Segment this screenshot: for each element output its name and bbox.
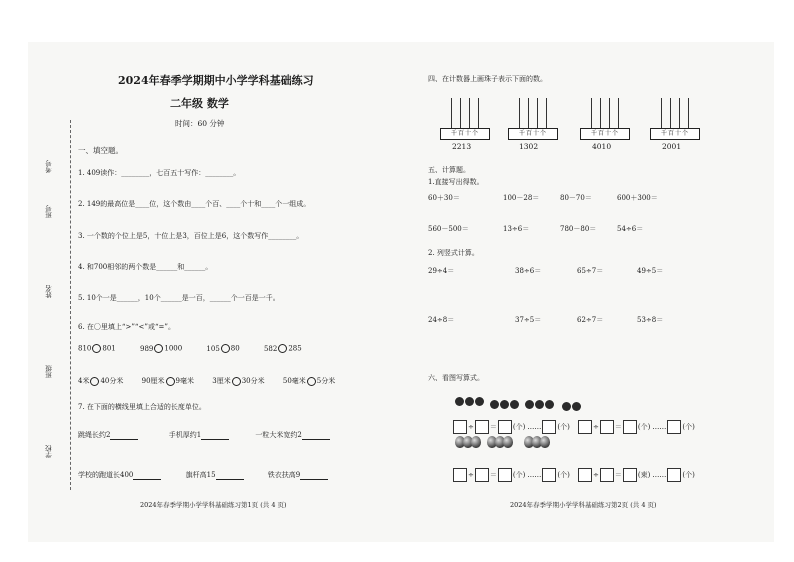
- compare-right: 30分米: [241, 377, 265, 385]
- vertical-calc-item: 62÷7＝: [577, 316, 604, 324]
- compare-left: 50毫米: [282, 377, 306, 385]
- compare-left: 582: [263, 344, 278, 353]
- calc-subheading-1: 1.直接写出得数。: [428, 178, 484, 186]
- abacus-2[interactable]: [508, 98, 558, 148]
- compare-right: 285: [288, 344, 302, 353]
- question-6: 6. 在〇里填上“>”“<”或“=”。: [78, 323, 175, 331]
- answer-box[interactable]: [623, 420, 637, 434]
- question-3: 3. 一个数的个位上是5，十位上是3，百位上是6，这个数写作________。: [78, 232, 304, 240]
- equation-row-apples-2: ÷ ＝ (个) …… (个): [578, 416, 696, 435]
- compare-left: 989: [139, 344, 154, 353]
- answer-box[interactable]: [578, 420, 592, 434]
- abacus-number: 1302: [519, 142, 539, 151]
- abacus-number: 2001: [662, 142, 682, 151]
- answer-blank[interactable]: [300, 471, 328, 480]
- compare-right: 1000: [164, 344, 183, 353]
- unit-row-1: [78, 430, 330, 440]
- abacus-number: 2213: [452, 142, 472, 151]
- vertical-calc-item: 49÷5＝: [637, 267, 664, 275]
- answer-blank[interactable]: [201, 431, 229, 440]
- answer-blank[interactable]: [133, 471, 161, 480]
- compare-left: 3厘米: [212, 377, 231, 385]
- vertical-calc-item: 37÷5＝: [515, 316, 542, 324]
- compare-left: 90厘米: [141, 377, 165, 385]
- answer-box[interactable]: [667, 420, 681, 434]
- calc-item: 600＋300＝: [617, 194, 658, 202]
- compare-circle[interactable]: [232, 377, 241, 386]
- section-4-heading: 四、在计数器上画珠子表示下面的数。: [428, 75, 547, 83]
- compare-right: 40分米: [100, 377, 124, 385]
- binding-label-kaohao: 考号: [45, 160, 53, 173]
- compare-right: 5分米: [316, 377, 336, 385]
- abacus-number: 4010: [592, 142, 612, 151]
- compare-right: 80: [230, 344, 240, 353]
- answer-box[interactable]: [600, 468, 614, 482]
- compare-right: 801: [102, 344, 116, 353]
- answer-box[interactable]: [623, 468, 637, 482]
- vertical-calc-item: 24÷8＝: [428, 316, 455, 324]
- answer-box[interactable]: [453, 420, 467, 434]
- vertical-calc-item: 53÷8＝: [637, 316, 664, 324]
- unit-prompt: 手机厚约1: [168, 431, 202, 439]
- compare-circle[interactable]: [221, 344, 230, 353]
- vertical-calc-item: 65÷7＝: [577, 267, 604, 275]
- calc-item: 54÷6＝: [617, 225, 644, 233]
- calc-item: 13÷6＝: [503, 225, 530, 233]
- calc-subheading-2: 2. 列竖式计算。: [428, 249, 479, 257]
- answer-box[interactable]: [475, 420, 489, 434]
- question-2: 2. 149的最高位是____位，这个数由____个百、____个十和____个一组成。: [78, 200, 311, 208]
- unit-label: (个): [637, 422, 651, 431]
- unit-prompt: 学校的跑道长400: [78, 471, 134, 479]
- answer-box[interactable]: [498, 468, 512, 482]
- calc-item: 60＋30＝: [428, 194, 460, 202]
- question-4: 4. 和700相邻的两个数是______和______。: [78, 263, 213, 271]
- answer-blank[interactable]: [302, 431, 330, 440]
- compare-left: 105: [206, 344, 220, 353]
- answer-box[interactable]: [600, 420, 614, 434]
- unit-row-2: [78, 470, 328, 480]
- section-1-heading: 一、填空题。: [78, 146, 123, 155]
- grade-subject: 二年级 数学: [170, 97, 229, 110]
- unit-prompt: 一粒大米宽约2: [255, 431, 302, 439]
- compare-circle[interactable]: [90, 377, 99, 386]
- answer-box[interactable]: [453, 468, 467, 482]
- binding-label-banhao: 班号: [45, 205, 53, 218]
- answer-box[interactable]: [542, 420, 556, 434]
- equation-row-apples-1: ÷ ＝ (个) …… (个): [453, 416, 571, 435]
- compare-circle[interactable]: [154, 344, 163, 353]
- abacus-place-labels: 千百十个: [650, 128, 700, 140]
- equation-row-balloons-2: ÷ ＝ (束) …… (个): [578, 464, 696, 483]
- abacus-3[interactable]: [580, 98, 630, 148]
- unit-prompt: 跳绳长约2: [78, 431, 111, 439]
- binding-label-school: 学校: [45, 445, 53, 458]
- answer-box[interactable]: [542, 468, 556, 482]
- unit-label: (个): [682, 422, 695, 431]
- answer-box[interactable]: [578, 468, 592, 482]
- abacus-place-labels: 千百十个: [580, 128, 630, 140]
- answer-box[interactable]: [667, 468, 681, 482]
- abacus-place-labels: 千百十个: [440, 128, 490, 140]
- unit-label: (个): [557, 470, 570, 479]
- calc-item: 780－80＝: [560, 225, 597, 233]
- compare-circle[interactable]: [307, 377, 316, 386]
- calc-item: 80－70＝: [560, 194, 592, 202]
- right-page-footer: 2024年春季学期小学学科基础练习第2页 (共 4 页): [510, 501, 657, 509]
- answer-box[interactable]: [475, 468, 489, 482]
- vertical-calc-item: 29÷4＝: [428, 267, 455, 275]
- question-1: 1. 409读作：________，七百五十写作：________。: [78, 169, 241, 177]
- unit-label: (个): [512, 422, 526, 431]
- compare-row-1: [78, 344, 302, 353]
- unit-label: (个): [512, 470, 526, 479]
- exam-time: 时间：60 分钟: [175, 119, 225, 128]
- compare-left: 4米: [78, 377, 90, 385]
- exam-title: 2024年春季学期期中小学学科基础练习: [118, 74, 314, 87]
- unit-label: (束): [637, 470, 651, 479]
- binding-label-name: 姓名: [45, 285, 53, 298]
- binding-label-class: 班级: [45, 365, 53, 378]
- equation-row-balloons-1: ÷ ＝ (个) …… (个): [453, 464, 571, 483]
- unit-prompt: 旗杆高15: [185, 471, 216, 479]
- calc-item: 100－28＝: [503, 194, 540, 202]
- compare-row-2: [78, 376, 335, 386]
- question-5: 5. 10个一是______，10个______是一百，______个一百是一千。: [78, 294, 280, 302]
- unit-label: (个): [682, 470, 695, 479]
- left-page-footer: 2024年春季学期小学学科基础练习第1页 (共 4 页): [140, 501, 287, 509]
- compare-circle[interactable]: [166, 377, 175, 386]
- binding-line: [70, 120, 71, 490]
- answer-blank[interactable]: [216, 471, 244, 480]
- compare-left: 810: [78, 344, 92, 353]
- calc-item: 560－500＝: [428, 225, 469, 233]
- compare-circle[interactable]: [278, 344, 287, 353]
- answer-blank[interactable]: [110, 431, 138, 440]
- unit-label: (个): [557, 422, 570, 431]
- unit-prompt: 铁衣扶高9: [267, 471, 301, 479]
- section-6-heading: 六、看图写算式。: [428, 374, 484, 382]
- abacus-4[interactable]: [650, 98, 700, 148]
- answer-box[interactable]: [498, 420, 512, 434]
- compare-right: 9毫米: [175, 377, 195, 385]
- question-7: 7. 在下面的横线里填上合适的长度单位。: [78, 403, 206, 411]
- vertical-calc-item: 38÷6＝: [515, 267, 542, 275]
- compare-circle[interactable]: [92, 344, 101, 353]
- section-5-heading: 五、计算题。: [428, 166, 470, 174]
- abacus-1[interactable]: [440, 98, 490, 148]
- abacus-place-labels: 千百十个: [508, 128, 558, 140]
